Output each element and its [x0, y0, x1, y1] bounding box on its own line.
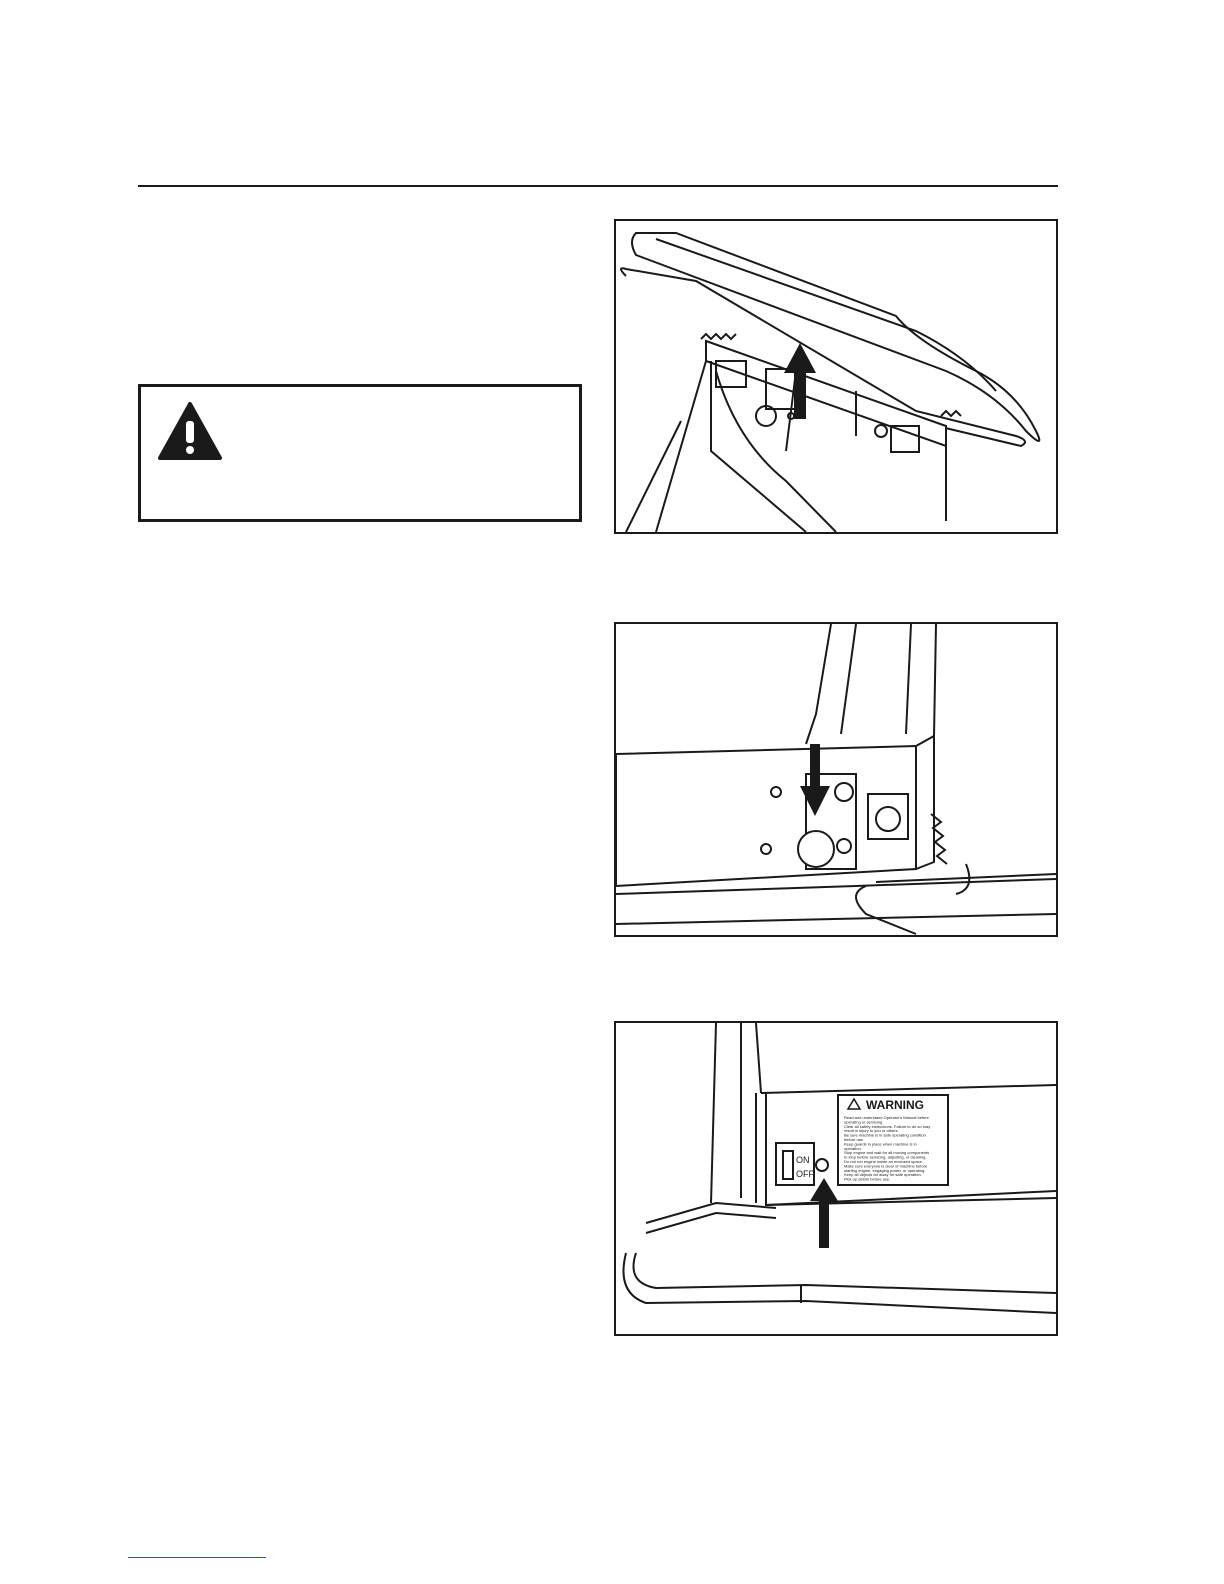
footer-link-underline[interactable] [128, 1557, 266, 1558]
switch-panel-illustration [616, 1023, 1056, 1334]
handle-lift-illustration [616, 221, 1056, 532]
decal-line: Keep all objects far away for safe operation. [844, 1172, 922, 1178]
decal-line: starting engine, engaging power, or operating. [844, 1167, 926, 1173]
decal-title: WARNING [866, 1098, 924, 1112]
decal-line: operation. [844, 1145, 862, 1151]
switch-on-label: ON [796, 1155, 810, 1165]
figure-lever-down [614, 622, 1058, 937]
figure-handle-lift [614, 219, 1058, 534]
warning-triangle-icon [157, 401, 223, 461]
decal-line: Read and understand Operator's Manual before [844, 1115, 929, 1120]
arrow-up-icon [810, 1178, 838, 1248]
decal-line: before use. [844, 1137, 865, 1142]
decal-line: Be sure machine is in safe operating condition [844, 1132, 926, 1138]
decal-line: Make sure everyone is clear of machine before [844, 1163, 928, 1169]
decal-line: Do not run engine inside an enclosed space. [844, 1159, 923, 1164]
switch-off-label: OFF [796, 1169, 814, 1179]
decal-line: Clear all safety instructions. Failure to do so may [844, 1123, 931, 1129]
decal-line: to stop before servicing, adjusting, or cleaning. [844, 1154, 927, 1160]
decal-line: Keep guards in place when machine is in [844, 1141, 917, 1147]
header-rule [138, 185, 1058, 187]
warning-box [138, 384, 582, 522]
decal-line: Pick up debris before use. [844, 1176, 891, 1182]
decal-line: result in injury to you or others. [844, 1128, 899, 1134]
figure-switch-panel [614, 1021, 1058, 1336]
decal-line: operating or servicing. [844, 1119, 884, 1125]
lever-down-illustration [616, 624, 1056, 935]
decal-line: Stop engine and wait for all moving components [844, 1150, 930, 1156]
